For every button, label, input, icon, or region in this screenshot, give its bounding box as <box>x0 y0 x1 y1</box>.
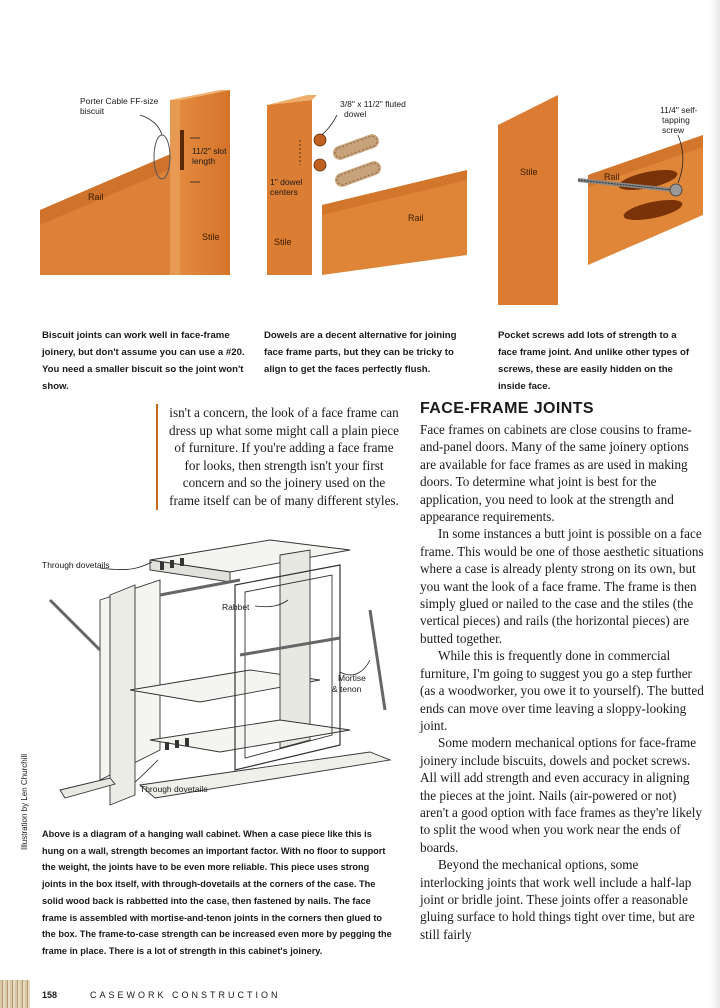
through-dovetails-bottom-label: Through dovetails <box>140 784 208 794</box>
dowel-note-line1: 3/8" x 11/2" fluted <box>340 99 406 109</box>
cabinet-caption: Above is a diagram of a hanging wall cabinet. When a case piece like this is hung on a wall, strength becomes an important factor. With no floor to support the weight, the joints have to be even more reliable. This piece uses strong joints in the box itself, with through-dovetails at the corners of the case. The solid wood back is rabbetted into the case, then fastened by nails. The face frame is assembled with mortise-and-tenon joints in the corners then glued to the box. The frame-to-case strength can be increased even more by pegging the frame in place. There is a lot of strength in this cabinet's joinery. <box>42 829 392 956</box>
pocket-note-line2: tapping <box>662 115 690 125</box>
running-footer-section: CASEWORK CONSTRUCTION <box>90 990 281 1000</box>
biscuit-rail-label: Rail <box>88 192 104 202</box>
body-paragraph: In some instances a butt joint is possible on a face frame. This would be one of those aesthetic situations where a case is already plenty strong on its own, but you want the look of a face frame. The frame is then simply glued or nailed to the case and the stiles (the vertical pieces) and rails (the horizontal pieces) are butted together. <box>420 526 704 646</box>
rabbet-label: Rabbet <box>222 602 250 612</box>
section-heading: FACE-FRAME JOINTS <box>420 400 594 417</box>
through-dovetails-top-label: Through dovetails <box>42 560 110 570</box>
rail-piece <box>588 135 703 265</box>
pocket-caption: Pocket screws add lots of strength to a face frame joint. And unlike other types of screws, these are easily hidden on the inside face. <box>498 330 690 392</box>
biscuit-joint-illustration <box>40 90 240 275</box>
biscuit-caption: Biscuit joints can work well in face-frame joinery, but don't assume you can use a #20. You need a smaller biscuit so the joint won't show. <box>42 330 245 392</box>
body-paragraph: Some modern mechanical options for face-frame joinery include biscuits, dowels and pocket screws. All will add strength and even accuracy in aligning the pieces at the joint. Nails (air-powered or not) aren't a good option with face frames as they're likely to split the wood when you work near the ends of boards. <box>420 735 702 855</box>
page-number: 158 <box>42 990 58 1000</box>
biscuit-stile-label: Stile <box>202 232 220 242</box>
biscuit-note-line1: Porter Cable FF-size <box>80 96 159 106</box>
rabbet-rod <box>160 580 240 595</box>
dowel-centers-line1: 1" dowel <box>270 177 303 187</box>
dowel-caption: Dowels are a decent alternative for joining face frame parts, but they can be tricky to align to get the faces perfectly flush. <box>264 330 457 375</box>
pocket-rail-label: Rail <box>604 172 620 182</box>
pocket-stile-label: Stile <box>520 167 538 177</box>
dowel-centers-line2: centers <box>270 187 298 197</box>
pocket-note-line3: screw <box>662 125 685 135</box>
mortise-label-line1: Mortise <box>338 673 366 683</box>
peg-rod-left <box>50 600 100 650</box>
dowel-stile-label: Stile <box>274 237 292 247</box>
dowel-pin-lower <box>333 159 383 189</box>
body-column <box>420 421 704 943</box>
pocket-screw-joint-illustration <box>498 95 703 305</box>
dowel-note-line2: dowel <box>344 109 367 119</box>
peg-rod-right <box>370 610 385 710</box>
dowel-pin-upper <box>331 132 381 162</box>
body-paragraph: While this is frequently done in commercial furniture, I'm going to suggest you go a step further (as a woodworker, you owe it to yourself). The butted ends can move over time leaving a sloppy-looking joint. <box>420 648 704 733</box>
pocket-note-line1: 11/4" self- <box>660 105 698 115</box>
cabinet-bottom-panel <box>150 720 350 752</box>
intro-paragraph: isn't a concern, the look of a face frame can dress up what some might call a plain piece of furniture. If you're adding a face frame for looks, then strength isn't your first concern and so the joinery used on the frame itself can be of many different styles. <box>156 404 400 510</box>
biscuit-slot-line1: 11/2" slot <box>192 146 227 156</box>
loose-molding <box>60 778 115 798</box>
stile-piece <box>498 95 558 305</box>
stile-piece <box>180 90 230 275</box>
mortise-label-line2: & tenon <box>332 684 362 694</box>
cabinet-side-left <box>110 585 135 805</box>
dowel-joint-illustration <box>262 95 472 275</box>
body-paragraph: Face frames on cabinets are close cousins to frame-and-panel doors. Many of the same joinery options are available for face frames as are used in making doors. To determine what joint is best for the application, you need to look at the strength and appearance requirements. <box>420 422 692 525</box>
biscuit-slot-line2: length <box>192 156 216 166</box>
biscuit-note-line2: biscuit <box>80 106 105 116</box>
dowel-rail-label: Rail <box>408 213 424 223</box>
page-gutter-shadow <box>710 0 720 1008</box>
page-footer <box>0 980 720 1008</box>
illustration-credit: Illustration by Len Churchill <box>20 753 29 850</box>
cabinet-side-right <box>280 550 310 748</box>
body-paragraph: Beyond the mechanical options, some interlocking joints that work well include a half-lap joint or bridle joint. These joints offer a reasonable gluing surface to hold things tight over time, but are still fairly <box>420 857 695 942</box>
